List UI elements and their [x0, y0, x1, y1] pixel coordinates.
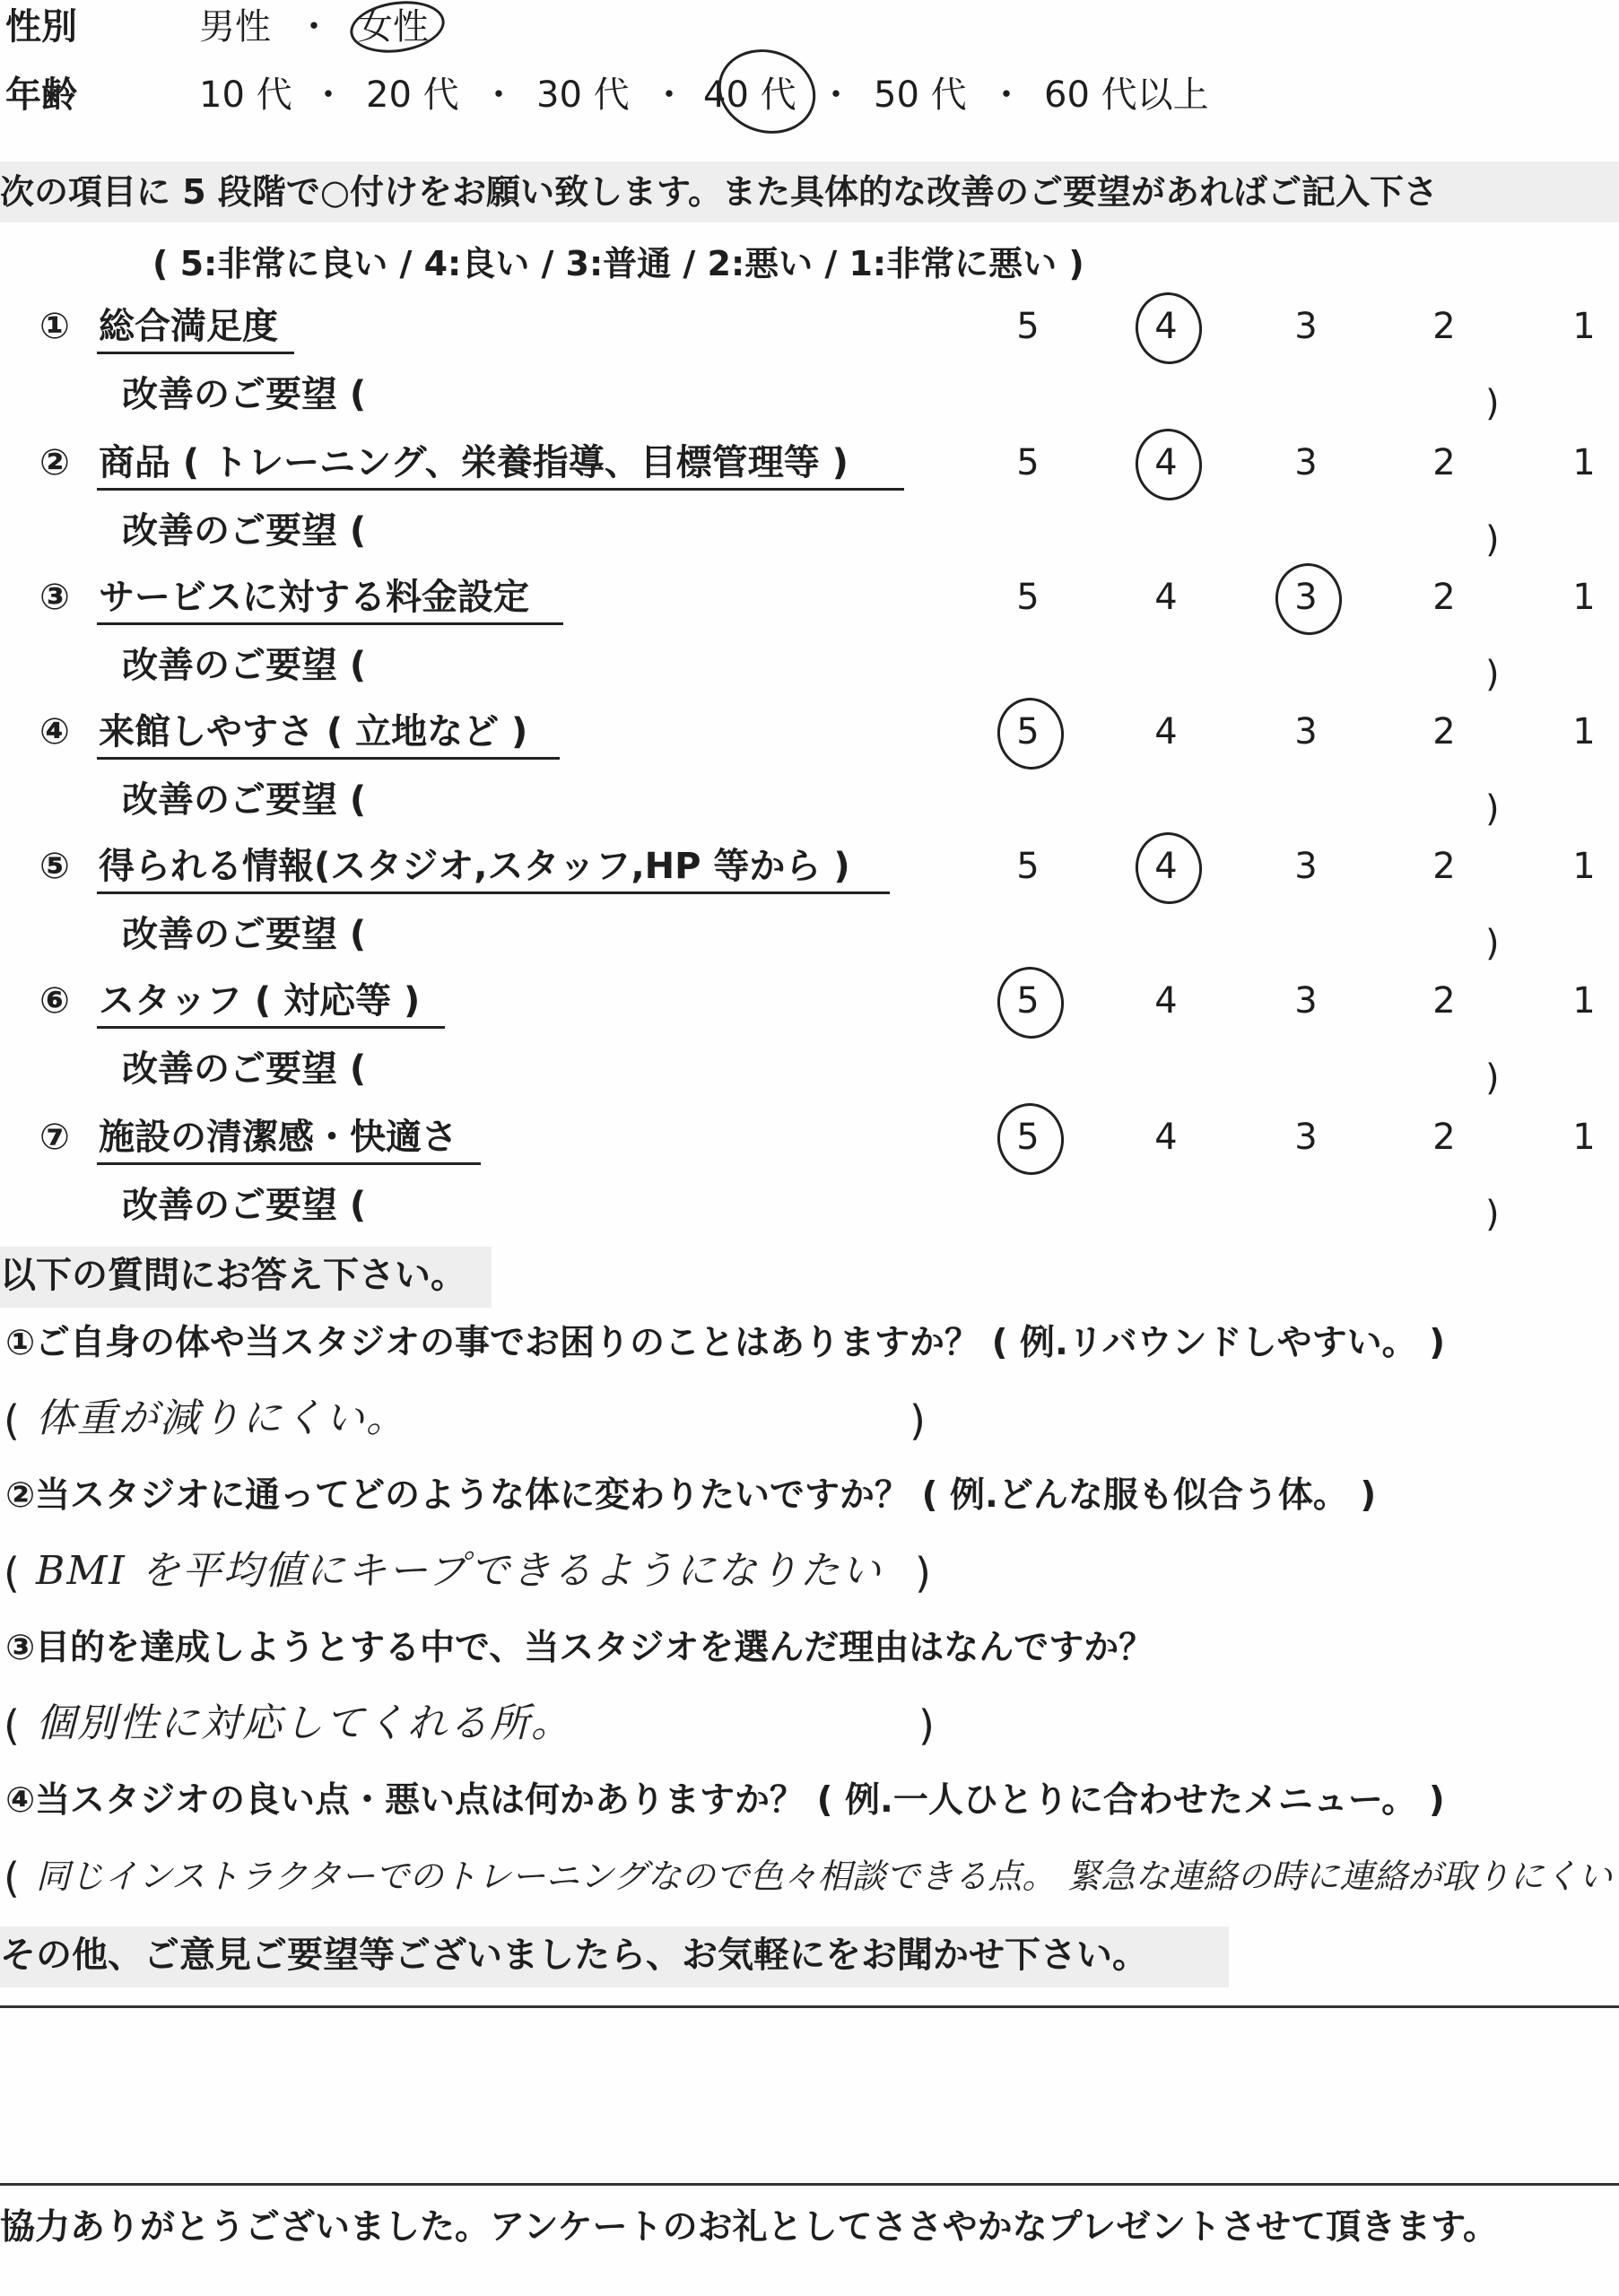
other-comment-area[interactable] [0, 2009, 1619, 2181]
rating-score-5[interactable]: 5 [1016, 1117, 1040, 1158]
rating-score-4[interactable]: 4 [1154, 846, 1178, 887]
rating-score-1[interactable]: 1 [1572, 980, 1596, 1022]
improvement-label: 改善のご要望 ( [122, 1048, 367, 1090]
rating-item-underline [97, 891, 890, 894]
rating-item-label: サービスに対する料金設定 [99, 577, 529, 618]
age-label: 年齢 [5, 74, 77, 116]
improvement-input[interactable] [386, 1048, 1480, 1101]
gender-option-female[interactable]: 女性 [357, 6, 429, 48]
improvement-input[interactable] [386, 373, 1480, 427]
rating-score-3[interactable]: 3 [1294, 442, 1318, 483]
rating-score-4[interactable]: 4 [1154, 711, 1178, 752]
rating-selection-circle [993, 962, 1068, 1043]
improvement-close-paren: ) [1485, 654, 1500, 695]
rating-score-2[interactable]: 2 [1432, 577, 1456, 618]
rating-score-2[interactable]: 2 [1432, 980, 1456, 1022]
age-separator: ・ [651, 74, 687, 116]
rating-score-4[interactable]: 4 [1154, 1117, 1178, 1158]
handwritten-answer[interactable]: 同じインストラクターでのトレーニングなので色々相談できる点。 緊急な連絡の時に連絡が取りにくい [36, 1857, 1613, 1896]
age-option-20s[interactable]: 20 代 [366, 74, 459, 116]
age-option-30s[interactable]: 30 代 [536, 74, 630, 116]
rating-score-3[interactable]: 3 [1294, 306, 1318, 347]
rating-item-number: ⑥ [39, 980, 70, 1022]
other-top-rule [0, 2005, 1619, 2008]
rating-score-3[interactable]: 3 [1294, 711, 1318, 752]
rating-item-underline [97, 488, 904, 491]
rating-selection-circle [1131, 424, 1206, 505]
rating-item-number: ③ [39, 577, 70, 618]
age-option-40s[interactable]: 40 代 [703, 74, 796, 116]
rating-score-5[interactable]: 5 [1016, 980, 1040, 1022]
footer-thanks: 協力ありがとうございました。アンケートのお礼としてささやかなプレゼントさせて頂きます。 [0, 2207, 1498, 2248]
rating-item-number: ② [39, 442, 70, 483]
rating-score-5[interactable]: 5 [1016, 442, 1040, 483]
rating-score-2[interactable]: 2 [1432, 1117, 1456, 1158]
rating-item-label: 来館しやすさ ( 立地など ) [99, 711, 528, 752]
improvement-label: 改善のご要望 ( [122, 779, 367, 821]
rating-score-2[interactable]: 2 [1432, 711, 1456, 752]
rating-selection-circle [1271, 559, 1346, 639]
age-option-50s[interactable]: 50 代 [874, 74, 967, 116]
rating-score-4[interactable]: 4 [1154, 577, 1178, 618]
rating-score-4[interactable]: 4 [1154, 306, 1178, 347]
answer-close-paren: ) [910, 1396, 926, 1445]
question-text: ①ご自身の体や当スタジオの事でお困りのことはありますか？ ( 例.リバウンドしやすい。 ) [5, 1323, 1446, 1363]
rating-score-4[interactable]: 4 [1154, 980, 1178, 1022]
age-separator: ・ [988, 74, 1024, 116]
answer-open-paren: ( [4, 1549, 20, 1597]
rating-item-label: スタッフ ( 対応等 ) [99, 980, 421, 1022]
age-selection-circle [707, 37, 826, 145]
rating-item-number: ④ [39, 711, 70, 752]
improvement-input[interactable] [386, 509, 1480, 563]
rating-score-1[interactable]: 1 [1572, 846, 1596, 887]
improvement-input[interactable] [386, 1184, 1480, 1238]
age-separator: ・ [481, 74, 517, 116]
rating-item-underline [97, 622, 563, 625]
rating-item-label: 施設の清潔感・快適さ [99, 1117, 457, 1158]
improvement-label: 改善のご要望 ( [122, 1185, 367, 1226]
age-separator: ・ [818, 74, 854, 116]
rating-item-label: 得られる情報(スタジオ,スタッフ,HP 等から ) [99, 846, 850, 887]
improvement-close-paren: ) [1485, 383, 1500, 424]
rating-selection-circle [993, 693, 1068, 774]
answer-open-paren: ( [4, 1396, 20, 1445]
rating-score-5[interactable]: 5 [1016, 711, 1040, 752]
improvement-label: 改善のご要望 ( [122, 914, 367, 955]
rating-score-1[interactable]: 1 [1572, 306, 1596, 347]
improvement-label: 改善のご要望 ( [122, 374, 367, 415]
rating-item-underline [97, 352, 294, 354]
rating-score-3[interactable]: 3 [1294, 1117, 1318, 1158]
question-text: ④当スタジオの良い点・悪い点は何かありますか？ ( 例.一人ひとりに合わせたメニュー。 ) [5, 1780, 1445, 1821]
rating-item-number: ⑦ [39, 1117, 70, 1158]
rating-item-underline [97, 1026, 445, 1029]
answer-close-paren: ) [915, 1549, 931, 1597]
rating-score-5[interactable]: 5 [1016, 846, 1040, 887]
rating-item-underline [97, 757, 560, 760]
age-option-10s[interactable]: 10 代 [199, 74, 292, 116]
improvement-close-paren: ) [1485, 788, 1500, 830]
improvement-label: 改善のご要望 ( [122, 645, 367, 686]
rating-score-2[interactable]: 2 [1432, 306, 1456, 347]
rating-item-underline [97, 1162, 481, 1165]
gender-label: 性別 [5, 6, 77, 48]
improvement-input[interactable] [386, 644, 1480, 698]
handwritten-answer[interactable]: 個別性に対応してくれる所。 [36, 1700, 572, 1746]
rating-selection-circle [1131, 288, 1206, 369]
question-text: ③目的を達成しようとする中で、当スタジオを選んだ理由はなんですか？ [5, 1628, 1154, 1668]
improvement-input[interactable] [386, 778, 1480, 832]
gender-option-male[interactable]: 男性 [199, 6, 271, 48]
rating-score-5[interactable]: 5 [1016, 306, 1040, 347]
question-text: ②当スタジオに通ってどのような体に変わりたいですか？ ( 例.どんな服も似合う体。 ) [5, 1475, 1377, 1516]
rating-item-number: ① [39, 306, 70, 347]
questions-heading: 以下の質問にお答え下さい。 [0, 1255, 466, 1296]
answer-open-paren: ( [4, 1854, 20, 1902]
rating-score-1[interactable]: 1 [1572, 577, 1596, 618]
rating-selection-circle [1131, 828, 1206, 909]
handwritten-answer[interactable]: 体重が減りにくい。 [36, 1396, 407, 1441]
rating-score-1[interactable]: 1 [1572, 442, 1596, 483]
answer-close-paren: ) [918, 1701, 935, 1750]
other-heading: その他、ご意見ご要望等ございましたら、お気軽にをお聞かせ下さい。 [0, 1935, 1148, 1976]
improvement-close-paren: ) [1485, 519, 1500, 561]
rating-score-4[interactable]: 4 [1154, 442, 1178, 483]
improvement-close-paren: ) [1485, 923, 1500, 964]
rating-score-3[interactable]: 3 [1294, 846, 1318, 887]
age-separator: ・ [310, 74, 346, 116]
rating-score-1[interactable]: 1 [1572, 711, 1596, 752]
improvement-close-paren: ) [1485, 1057, 1500, 1099]
improvement-label: 改善のご要望 ( [122, 510, 367, 552]
handwritten-answer[interactable]: BMI を平均値にキープできるようになりたい [36, 1548, 883, 1594]
other-bottom-rule [0, 2183, 1619, 2186]
rating-item-label: 商品 ( トレーニング、栄養指導、目標管理等 ) [99, 442, 849, 483]
rating-score-3[interactable]: 3 [1294, 980, 1318, 1022]
rating-score-2[interactable]: 2 [1432, 442, 1456, 483]
rating-item-number: ⑤ [39, 846, 70, 887]
rating-item-label: 総合満足度 [99, 306, 278, 347]
improvement-close-paren: ) [1485, 1194, 1500, 1235]
rating-scale-legend: ( 5:非常に良い / 4:良い / 3:普通 / 2:悪い / 1:非常に悪い ) [152, 244, 1084, 283]
rating-selection-circle [993, 1099, 1068, 1179]
rating-score-2[interactable]: 2 [1432, 846, 1456, 887]
improvement-input[interactable] [386, 913, 1480, 967]
rating-score-1[interactable]: 1 [1572, 1117, 1596, 1158]
rating-instruction: 次の項目に 5 段階で○付けをお願い致します。また具体的な改善のご要望があればご記入下さ [0, 172, 1439, 212]
age-option-60s-plus[interactable]: 60 代以上 [1044, 74, 1209, 116]
rating-score-3[interactable]: 3 [1294, 577, 1318, 618]
answer-open-paren: ( [4, 1701, 20, 1750]
gender-separator: ・ [296, 6, 332, 48]
rating-score-5[interactable]: 5 [1016, 577, 1040, 618]
